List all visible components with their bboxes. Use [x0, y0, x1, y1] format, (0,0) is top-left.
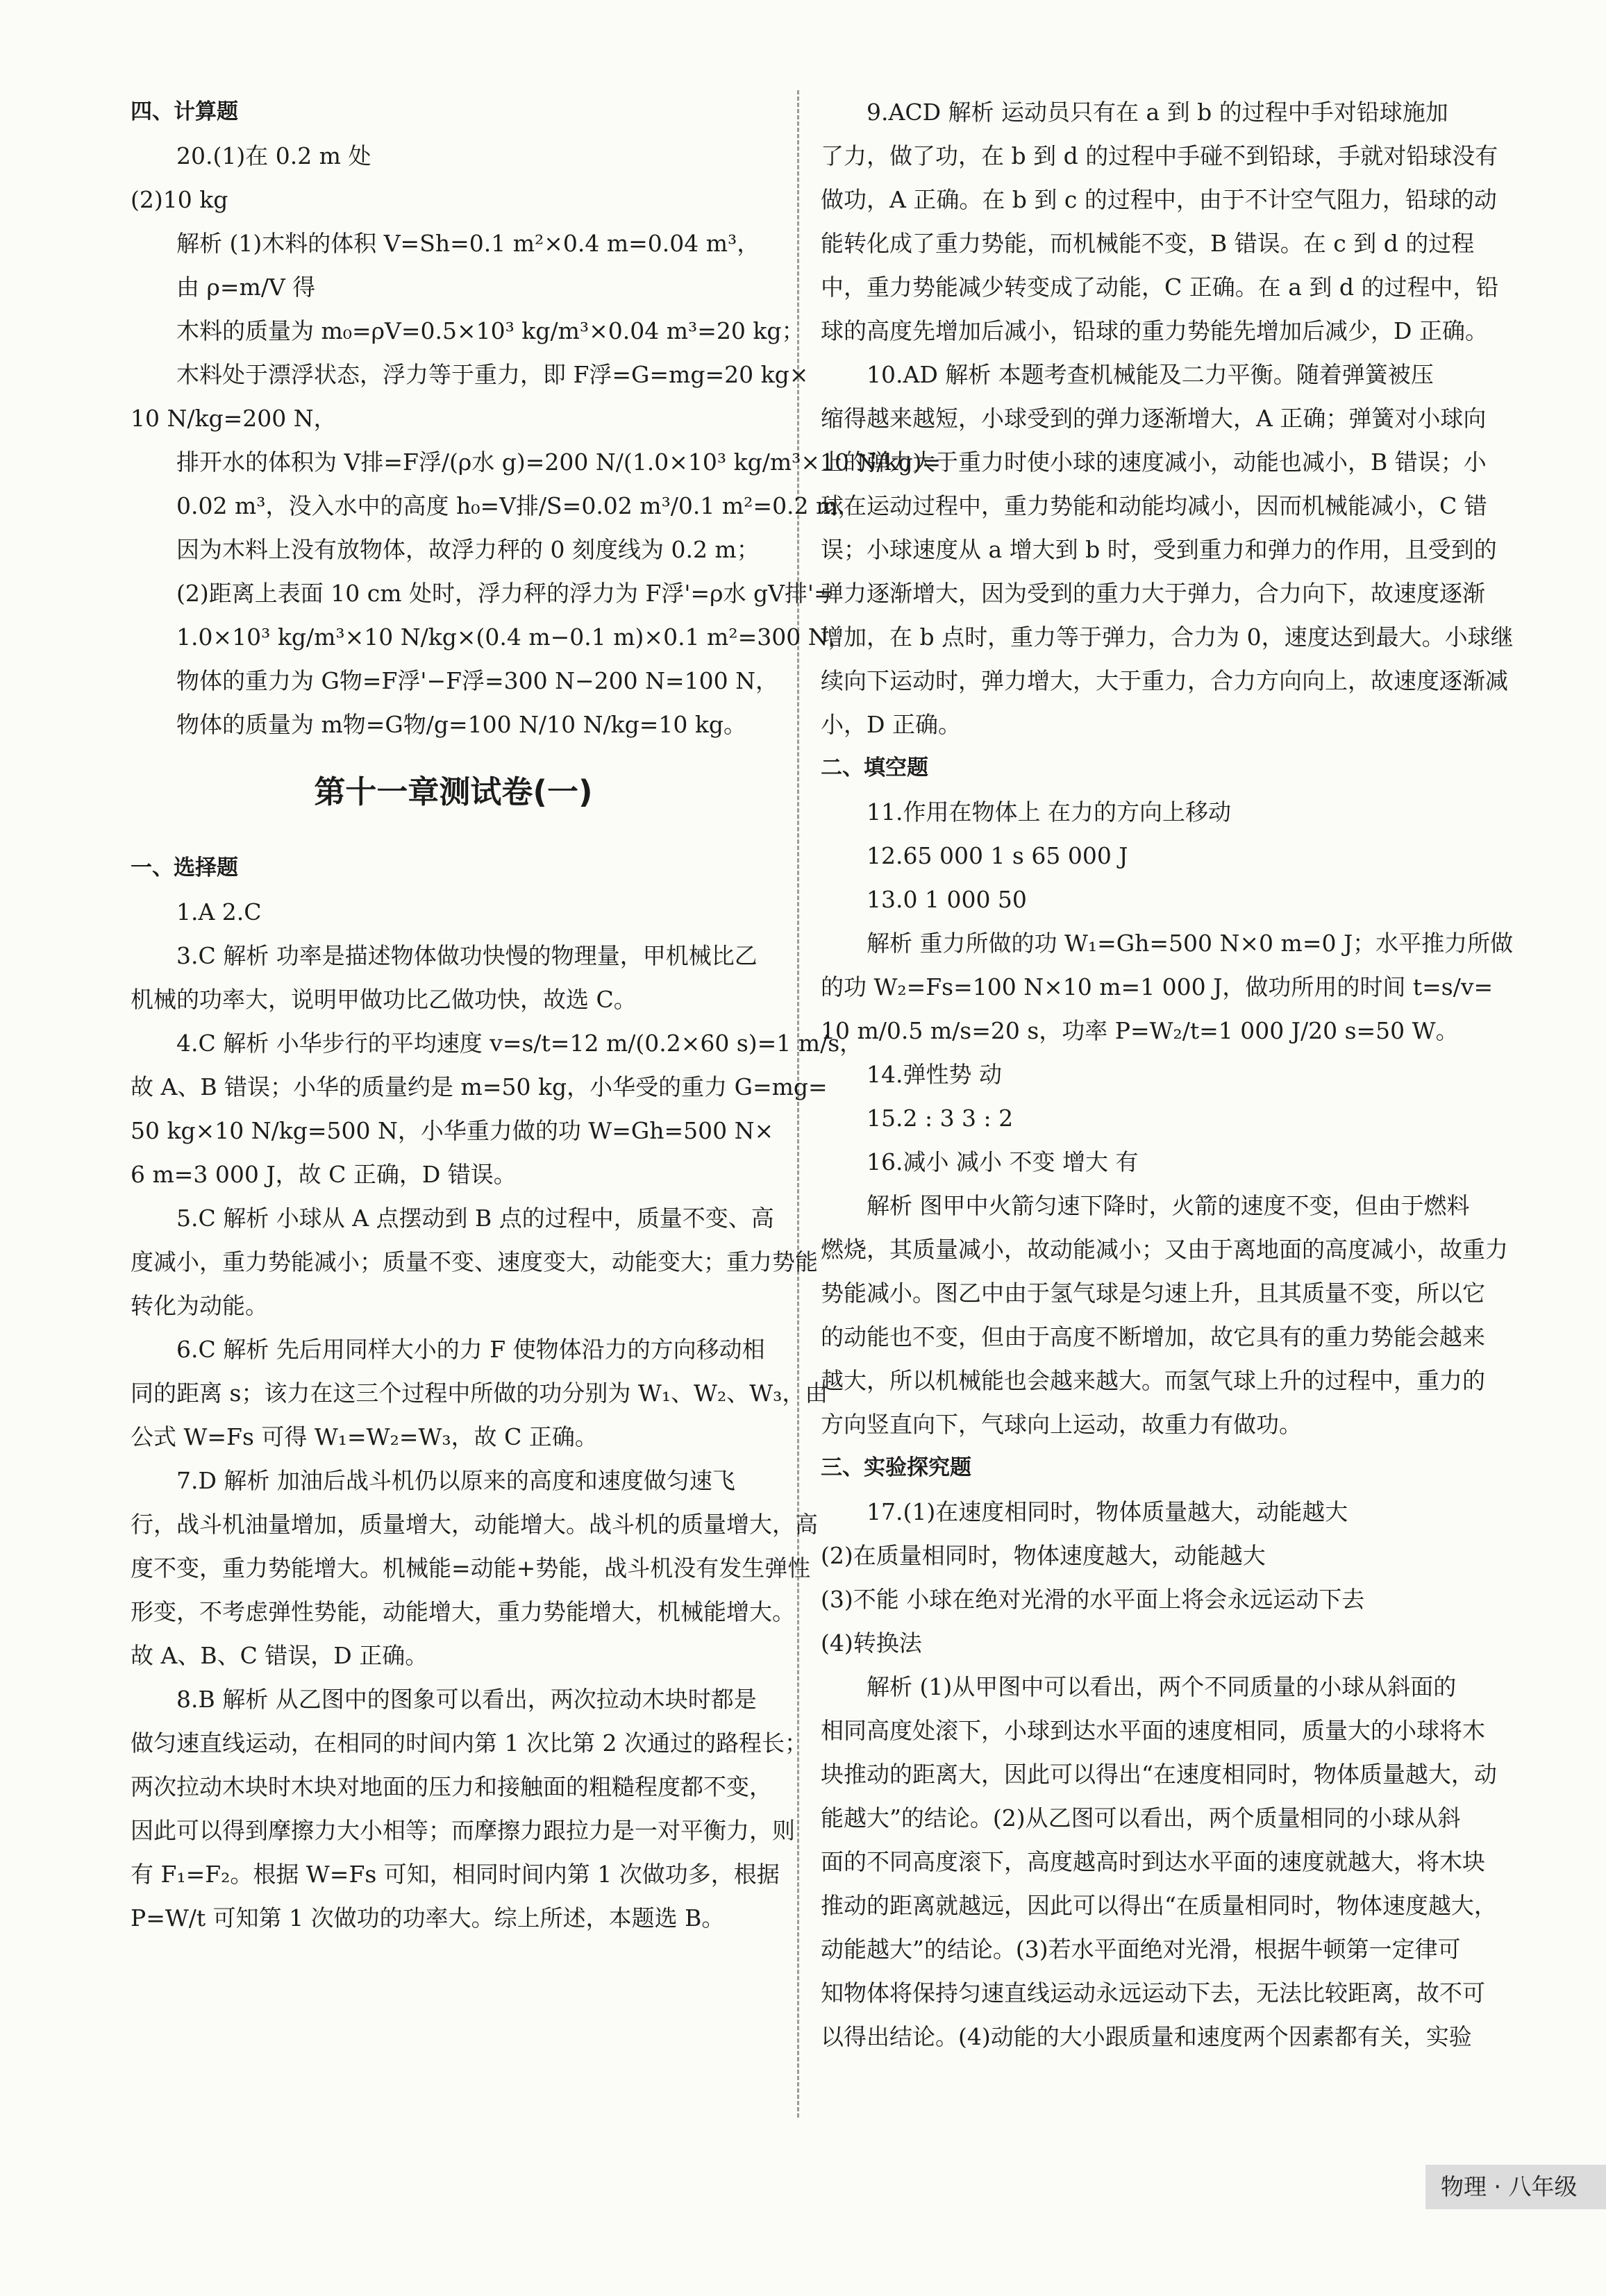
- text-line: 解析 (1)木料的体积 V=Sh=0.1 m²×0.4 m=0.04 m³，: [176, 230, 760, 257]
- text-line: 转化为动能。: [131, 1292, 268, 1319]
- text-line: 有 F₁=F₂。根据 W=Fs 可知，相同时间内第 1 次做功多，根据: [131, 1861, 780, 1888]
- text-line: 方向竖直向下，气球向上运动，故重力有做功。: [821, 1411, 1302, 1438]
- text-line: (2)10 kg: [131, 186, 228, 213]
- text-line: (3)不能 小球在绝对光滑的水平面上将会永远运动下去: [821, 1586, 1365, 1613]
- text-line: 的功 W₂=Fs=100 N×10 m=1 000 J，做功所用的时间 t=s/v=: [821, 973, 1494, 1000]
- text-line: 球在运动过程中，重力势能和动能均减小，因而机械能减小，C 错: [821, 492, 1487, 519]
- text-line: 6.C 解析 先后用同样大小的力 F 使物体沿力的方向移动相: [176, 1336, 765, 1363]
- text-line: 7.D 解析 加油后战斗机仍以原来的高度和速度做匀速飞: [176, 1467, 735, 1494]
- chapter-title: 第十一章测试卷(一): [314, 773, 593, 810]
- text-line: 能转化成了重力势能，而机械能不变，B 错误。在 c 到 d 的过程: [821, 230, 1475, 257]
- text-line: 形变，不考虑弹性势能，动能增大，重力势能增大，机械能增大。: [131, 1598, 795, 1625]
- text-line: 15.2 : 3 3 : 2: [867, 1105, 1014, 1132]
- text-line: 木料的质量为 m₀=ρV=0.5×10³ kg/m³×0.04 m³=20 kg；: [176, 317, 805, 344]
- section-heading-fill: 二、填空题: [821, 755, 928, 780]
- text-line: 了力，做了功，在 b 到 d 的过程中手碰不到铅球，手就对铅球没有: [821, 142, 1498, 169]
- text-line: 做匀速直线运动，在相同的时间内第 1 次比第 2 次通过的路程长；: [131, 1729, 808, 1757]
- text-line: 13.0 1 000 50: [867, 886, 1027, 913]
- text-line: 6 m=3 000 J，故 C 正确，D 错误。: [131, 1161, 517, 1188]
- text-line: 度减小，重力势能减小；质量不变、速度变大，动能变大；重力势能: [131, 1248, 818, 1275]
- text-line: 推动的距离就越远，因此可以得出“在质量相同时，物体速度越大，: [821, 1892, 1497, 1919]
- text-line: 物体的质量为 m物=G物/g=100 N/10 N/kg=10 kg。: [176, 711, 747, 738]
- text-line: 4.C 解析 小华步行的平均速度 v=s/t=12 m/(0.2×60 s)=1 m/s，: [176, 1030, 863, 1057]
- text-line: 块推动的距离大，因此可以得出“在速度相同时，物体质量越大，动: [821, 1761, 1497, 1788]
- text-line: 公式 W=Fs 可得 W₁=W₂=W₃，故 C 正确。: [131, 1423, 598, 1450]
- text-line: 3.C 解析 功率是描述物体做功快慢的物理量，甲机械比乙: [176, 942, 758, 969]
- text-line: 故 A、B、C 错误，D 正确。: [131, 1642, 428, 1669]
- text-line: 0.02 m³，没入水中的高度 h₀=V排/S=0.02 m³/0.1 m²=0.2 m，: [176, 492, 861, 519]
- text-line: 面的不同高度滚下，高度越高时到达水平面的速度就越大，将木块: [821, 1848, 1485, 1875]
- text-line: 因此可以得到摩擦力大小相等；而摩擦力跟拉力是一对平衡力，则: [131, 1817, 795, 1844]
- text-line: 知物体将保持匀速直线运动永远运动下去，无法比较距离，故不可: [821, 1979, 1485, 2006]
- text-line: 5.C 解析 小球从 A 点摆动到 B 点的过程中，质量不变、高: [176, 1205, 774, 1232]
- text-line: 排开水的体积为 V排=F浮/(ρ水 g)=200 N/(1.0×10³ kg/m³×10 N/kg)=: [176, 449, 942, 476]
- text-line: 物体的重力为 G物=F浮'−F浮=300 N−200 N=100 N，: [176, 667, 779, 694]
- text-line: 缩得越来越短，小球受到的弹力逐渐增大，A 正确；弹簧对小球向: [821, 405, 1487, 432]
- text-line: 度不变，重力势能增大。机械能=动能+势能，战斗机没有发生弹性: [131, 1555, 811, 1582]
- text-line: 弹力逐渐增大，因为受到的重力大于弹力，合力向下，故速度逐渐: [821, 580, 1485, 607]
- text-line: 燃烧，其质量减小，故动能减小；又由于离地面的高度减小，故重力: [821, 1236, 1508, 1263]
- text-line: 17.(1)在速度相同时，物体质量越大，动能越大: [867, 1498, 1348, 1525]
- text-line: 50 kg×10 N/kg=500 N，小华重力做的功 W=Gh=500 N×: [131, 1117, 774, 1144]
- text-line: 因为木料上没有放物体，故浮力秤的 0 刻度线为 0.2 m；: [176, 536, 760, 563]
- text-line: 14.弹性势 动: [867, 1061, 1002, 1088]
- right-answer-block-2: [821, 790, 1514, 1446]
- text-line: 木料处于漂浮状态，浮力等于重力，即 F浮=G=mg=20 kg×: [176, 361, 809, 388]
- text-line: 续向下运动时，弹力增大，大于重力，合力方向向上，故速度逐渐减: [821, 667, 1508, 694]
- text-line: 9.ACD 解析 运动员只有在 a 到 b 的过程中手对铅球施加: [867, 99, 1448, 126]
- text-line: 解析 (1)从甲图中可以看出，两个不同质量的小球从斜面的: [867, 1673, 1457, 1700]
- text-line: 由 ρ=m/V 得: [176, 274, 316, 301]
- text-line: 故 A、B 错误；小华的质量约是 m=50 kg，小华受的重力 G=mg=: [131, 1073, 828, 1100]
- text-line: 10 m/0.5 m/s=20 s，功率 P=W₂/t=1 000 J/20 s=50 W。: [821, 1017, 1459, 1044]
- text-line: 两次拉动木块时木块对地面的压力和接触面的粗糙程度都不变，: [131, 1773, 772, 1800]
- section-heading-experiment: 三、实验探究题: [821, 1455, 971, 1480]
- text-line: 势能减小。图乙中由于氢气球是匀速上升，且其质量不变，所以它: [821, 1280, 1485, 1307]
- text-line: 1.A 2.C: [176, 898, 262, 925]
- footer-subject-tab: 物理 · 八年级: [1425, 2165, 1606, 2209]
- text-line: 小，D 正确。: [821, 711, 961, 738]
- text-line: P=W/t 可知第 1 次做功的功率大。综上所述，本题选 B。: [131, 1904, 725, 1932]
- text-line: 12.65 000 1 s 65 000 J: [867, 842, 1128, 869]
- text-line: 20.(1)在 0.2 m 处: [176, 142, 371, 169]
- text-line: (2)在质量相同时，物体速度越大，动能越大: [821, 1542, 1266, 1569]
- text-line: 11.作用在物体上 在力的方向上移动: [867, 798, 1231, 826]
- text-line: 能越大”的结论。(2)从乙图可以看出，两个质量相同的小球从斜: [821, 1804, 1461, 1832]
- text-line: 10.AD 解析 本题考查机械能及二力平衡。随着弹簧被压: [867, 361, 1434, 388]
- text-line: 同的距离 s；该力在这三个过程中所做的功分别为 W₁、W₂、W₃，由: [131, 1380, 828, 1407]
- right-column: [821, 90, 1514, 2059]
- text-line: 动能越大”的结论。(3)若水平面绝对光滑，根据牛顿第一定律可: [821, 1936, 1461, 1963]
- text-line: 相同高度处滚下，小球到达水平面的速度相同，质量大的小球将木: [821, 1717, 1485, 1744]
- text-line: (4)转换法: [821, 1629, 922, 1657]
- text-line: 以得出结论。(4)动能的大小跟质量和速度两个因素都有关，实验: [821, 2023, 1472, 2050]
- text-line: 解析 图甲中火箭匀速下降时，火箭的速度不变，但由于燃料: [867, 1192, 1470, 1219]
- text-line: 越大，所以机械能也会越来越大。而氢气球上升的过程中，重力的: [821, 1367, 1485, 1394]
- text-line: 做功，A 正确。在 b 到 c 的过程中，由于不计空气阻力，铅球的动: [821, 186, 1497, 213]
- text-line: 上的弹力大于重力时使小球的速度减小，动能也减小，B 错误；小: [821, 449, 1487, 476]
- text-line: 误；小球速度从 a 增大到 b 时，受到重力和弹力的作用，且受到的: [821, 536, 1497, 563]
- text-line: 增加，在 b 点时，重力等于弹力，合力为 0，速度达到最大。小球继: [821, 623, 1514, 651]
- right-answer-block-1: [821, 90, 1514, 746]
- text-line: 行，战斗机油量增加，质量增大，动能增大。战斗机的质量增大，高: [131, 1511, 818, 1538]
- text-line: 中，重力势能减少转变成了动能，C 正确。在 a 到 d 的过程中，铅: [821, 274, 1499, 301]
- text-line: 机械的功率大，说明甲做功比乙做功快，故选 C。: [131, 986, 637, 1013]
- text-line: 10 N/kg=200 N，: [131, 405, 337, 432]
- text-line: (2)距离上表面 10 cm 处时，浮力秤的浮力为 F浮'=ρ水 gV排'=: [176, 580, 833, 607]
- text-line: 球的高度先增加后减小，铅球的重力势能先增加后减少，D 正确。: [821, 317, 1488, 344]
- text-line: 解析 重力所做的功 W₁=Gh=500 N×0 m=0 J；水平推力所做: [867, 930, 1514, 957]
- text-line: 8.B 解析 从乙图中的图象可以看出，两次拉动木块时都是: [176, 1686, 757, 1713]
- text-line: 16.减小 减小 不变 增大 有: [867, 1148, 1139, 1175]
- right-answer-block-3: [821, 1490, 1497, 2059]
- section-heading-calc: 四、计算题: [131, 99, 238, 124]
- text-line: 的动能也不变，但由于高度不断增加，故它具有的重力势能会越来: [821, 1323, 1485, 1350]
- text-line: 1.0×10³ kg/m³×10 N/kg×(0.4 m−0.1 m)×0.1 m²=300 N，: [176, 623, 851, 651]
- left-answer-block-2: [131, 890, 863, 1940]
- section-heading-choice: 一、选择题: [131, 855, 238, 880]
